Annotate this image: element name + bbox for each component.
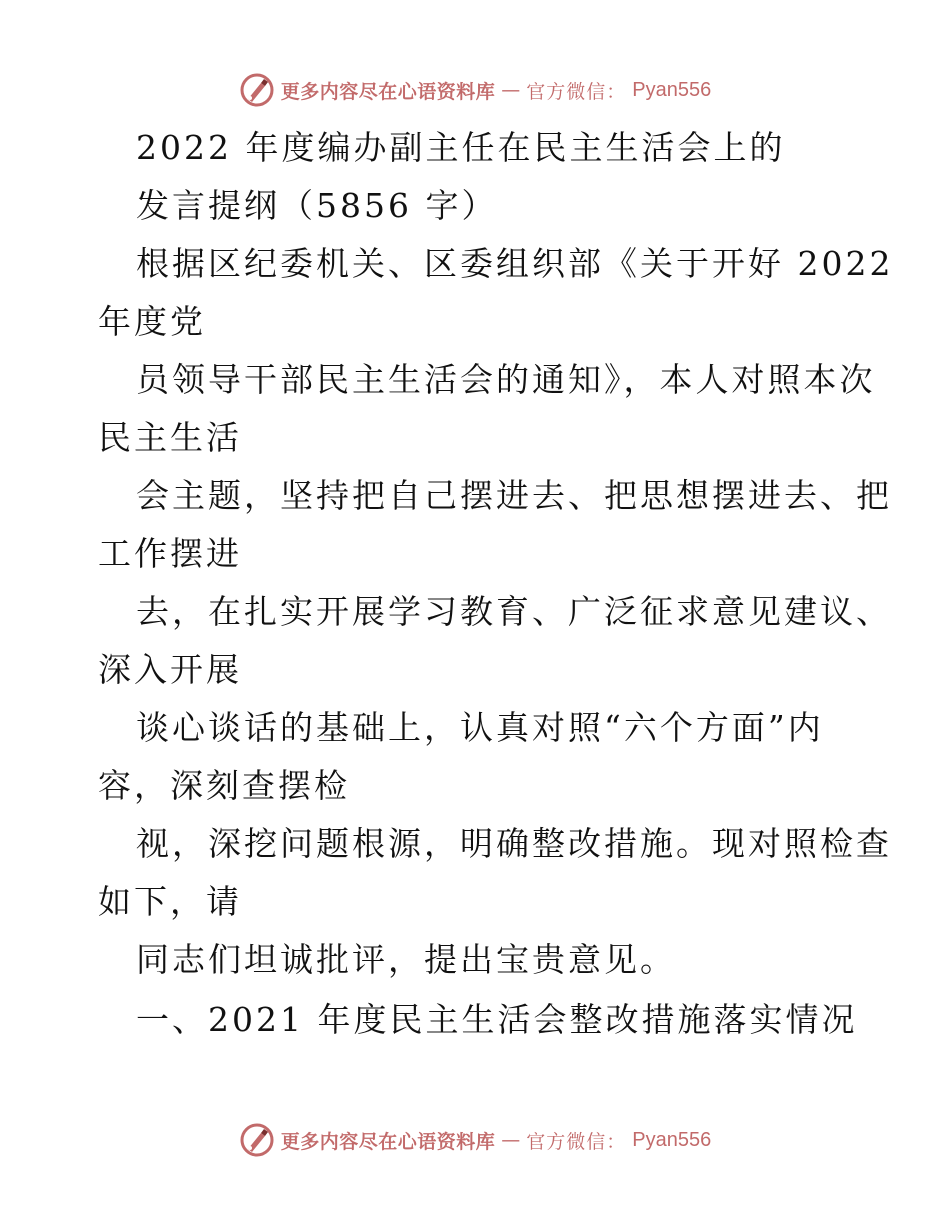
- body-line: 去，在扎实开展学习教育、广泛征求意见建议、: [136, 592, 892, 631]
- watermark-separator: —: [501, 79, 521, 101]
- body-line: 民主生活: [98, 418, 242, 457]
- watermark-separator: —: [501, 1129, 521, 1151]
- pen-logo-icon: [239, 1122, 275, 1158]
- body-line: 同志们坦诚批评，提出宝贵意见。: [136, 940, 676, 979]
- body-line: 谈心谈话的基础上，认真对照“六个方面”内: [136, 708, 824, 747]
- watermark-wechat-id: Pyan556: [632, 78, 712, 101]
- body-line: 根据区纪委机关、区委组织部《关于开好 2022: [136, 244, 894, 283]
- watermark-official-label: 官方微信：: [526, 1130, 627, 1153]
- body-line: 容，深刻查摆检: [98, 766, 350, 805]
- watermark-official-label: 官方微信：: [526, 80, 627, 103]
- body-line: 员领导干部民主生活会的通知》，本人对照本次: [136, 360, 876, 399]
- body-line: 年度党: [98, 302, 206, 341]
- body-line: 工作摆进: [98, 534, 242, 573]
- body-line: 视，深挖问题根源，明确整改措施。现对照检查: [136, 824, 892, 863]
- watermark-wechat-id: Pyan556: [632, 1128, 712, 1151]
- section-heading: 一、2021 年度民主生活会整改措施落实情况: [136, 1000, 858, 1039]
- watermark-promo-text: 更多内容尽在心语资料库: [280, 1130, 496, 1153]
- body-line: 深入开展: [98, 650, 242, 689]
- document-title-line-1: 2022 年度编办副主任在民主生活会上的: [136, 128, 786, 167]
- body-line: 会主题，坚持把自己摆进去、把思想摆进去、把: [136, 476, 892, 515]
- pen-logo-icon: [239, 72, 275, 108]
- watermark-promo-text: 更多内容尽在心语资料库: [280, 80, 496, 103]
- body-line: 如下，请: [98, 882, 242, 921]
- header-watermark: [0, 68, 950, 112]
- document-title-line-2: 发言提纲（5856 字）: [136, 186, 498, 225]
- footer-watermark: [0, 1118, 950, 1162]
